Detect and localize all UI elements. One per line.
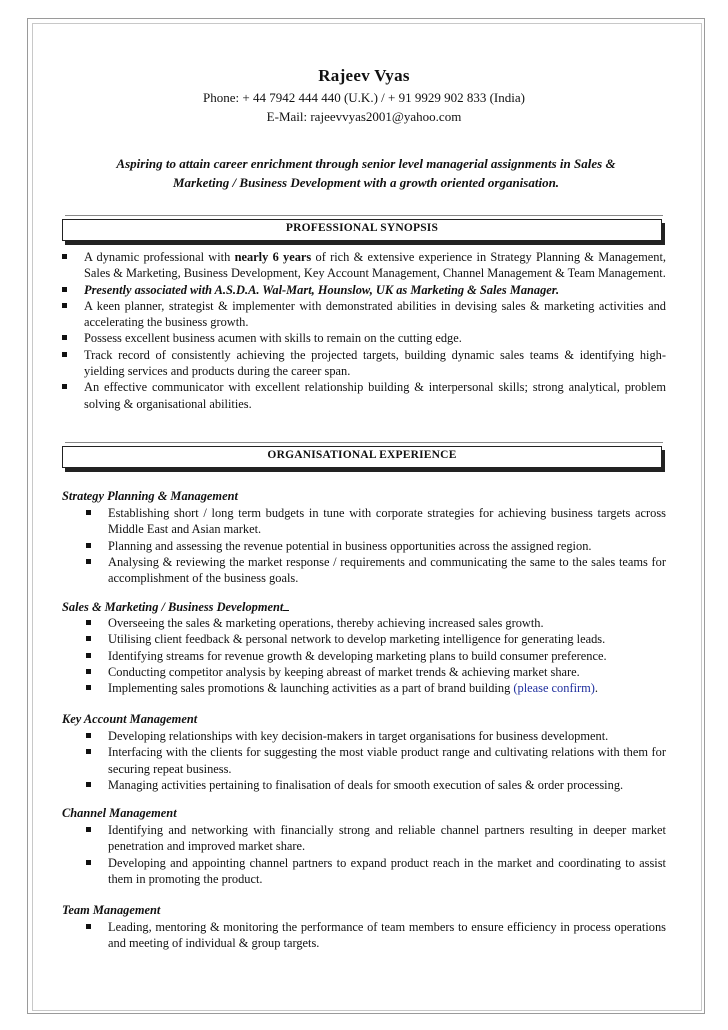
list-item: An effective communicator with excellent relationship building & interpersonal skills; strong analytical, problem solving & organisational abilities. xyxy=(62,379,666,412)
team-list xyxy=(86,919,666,952)
subheading-channel: Channel Management xyxy=(62,806,177,820)
objective-line-1: Aspiring to attain career enrichment through senior level managerial assignments in Sales & xyxy=(116,156,616,171)
bullet-icon xyxy=(86,924,91,929)
list-item: Leading, mentoring & monitoring the performance of team members to ensure efficiency in process operations and meeting of individual & group targets. xyxy=(86,919,666,952)
subheading-team: Team Management xyxy=(62,903,161,917)
bullet-icon xyxy=(62,287,67,292)
objective-line-2: Marketing / Business Development with a growth oriented organisation. xyxy=(172,175,560,190)
key-account-list xyxy=(86,728,666,793)
bullet-icon xyxy=(62,335,67,340)
bullet-icon xyxy=(86,669,91,674)
list-item: Managing activities pertaining to finalisation of deals for smooth execution of sales & order processing. xyxy=(86,777,666,793)
list-item: Developing relationships with key decision-makers in target organisations for business development. xyxy=(86,728,666,744)
list-item: Developing and appointing channel partners to expand product reach in the market and coordinating to assist them in promoting the product. xyxy=(86,855,666,888)
bullet-icon xyxy=(86,749,91,754)
bullet-icon xyxy=(86,860,91,865)
strategy-list xyxy=(86,505,666,586)
section-title: ORGANISATIONAL EXPERIENCE xyxy=(267,449,457,461)
bullet-icon xyxy=(86,653,91,658)
confirm-note: (please confirm) xyxy=(513,681,595,696)
candidate-name: Rajeev Vyas xyxy=(318,66,410,85)
bullet-icon xyxy=(86,559,91,564)
section-rule xyxy=(65,442,663,443)
bullet-icon xyxy=(62,352,67,357)
list-item: Identifying and networking with financially strong and reliable channel partners resulting in deeper market penetration and improved market share. xyxy=(86,822,666,855)
email-line: E-Mail: rajeevvyas2001@yahoo.com xyxy=(266,109,462,124)
list-item: Conducting competitor analysis by keeping abreast of market trends & achieving market share. xyxy=(86,664,666,680)
list-item: Presently associated with A.S.D.A. Wal-Mart, Hounslow, UK as Marketing & Sales Manager. xyxy=(62,282,666,298)
list-item: A keen planner, strategist & implementer with demonstrated abilities in devising sales & marketing activities and accelerating the business growth. xyxy=(62,298,666,331)
list-item: Possess excellent business acumen with skills to remain on the cutting edge. xyxy=(62,330,666,346)
subheading-sales: Sales & Marketing / Business Development xyxy=(62,599,289,615)
channel-list xyxy=(86,822,666,887)
list-item: Overseeing the sales & marketing operations, thereby achieving increased sales growth. xyxy=(86,615,666,631)
list-item: Analysing & reviewing the market response / requirements and communicating the same to the sales teams for accomplishment of the business goals. xyxy=(86,554,666,587)
list-item: Planning and assessing the revenue potential in business opportunities across the assigned region. xyxy=(86,538,666,554)
bullet-icon xyxy=(86,827,91,832)
list-item: Track record of consistently achieving the projected targets, building dynamic sales teams & identifying high-yielding services and products during the career span. xyxy=(62,347,666,380)
subheading-strategy: Strategy Planning & Management xyxy=(62,489,238,503)
list-item: Interfacing with the clients for suggesting the most viable product range and cultivating relations with them for securing repeat business. xyxy=(86,744,666,777)
bullet-icon xyxy=(86,620,91,625)
synopsis-list xyxy=(62,249,666,412)
list-item: A dynamic professional with nearly 6 years of rich & extensive experience in Strategy Planning & Management, Sales & Marketing, Business Development, Key Account Management, Channel Management & Team Management. xyxy=(62,249,666,282)
bullet-icon xyxy=(86,685,91,690)
section-rule xyxy=(65,215,663,216)
bullet-icon xyxy=(62,384,67,389)
career-objective xyxy=(66,154,666,192)
bullet-icon xyxy=(86,733,91,738)
subheading-key-account: Key Account Management xyxy=(62,712,198,726)
section-header-synopsis xyxy=(62,219,662,241)
bullet-icon xyxy=(62,254,67,259)
section-header-experience xyxy=(62,446,662,468)
bullet-icon xyxy=(86,510,91,515)
underline-mark xyxy=(283,599,289,611)
bullet-icon xyxy=(86,543,91,548)
section-title: PROFESSIONAL SYNOPSIS xyxy=(285,222,439,234)
phone-line: Phone: + 44 7942 444 440 (U.K.) / + 91 9929 902 833 (India) xyxy=(203,90,525,105)
list-item: Identifying streams for revenue growth & developing marketing plans to build consumer preference. xyxy=(86,648,666,664)
list-item: Establishing short / long term budgets in tune with corporate strategies for achieving business targets across Middle East and Asian market. xyxy=(86,505,666,538)
bullet-icon xyxy=(86,782,91,787)
bullet-icon xyxy=(86,636,91,641)
list-item: Utilising client feedback & personal network to develop marketing intelligence for generating leads. xyxy=(86,631,666,647)
sales-list xyxy=(86,615,666,696)
list-item: Implementing sales promotions & launching activities as a part of brand building (please confirm). xyxy=(86,680,666,696)
bullet-icon xyxy=(62,303,67,308)
